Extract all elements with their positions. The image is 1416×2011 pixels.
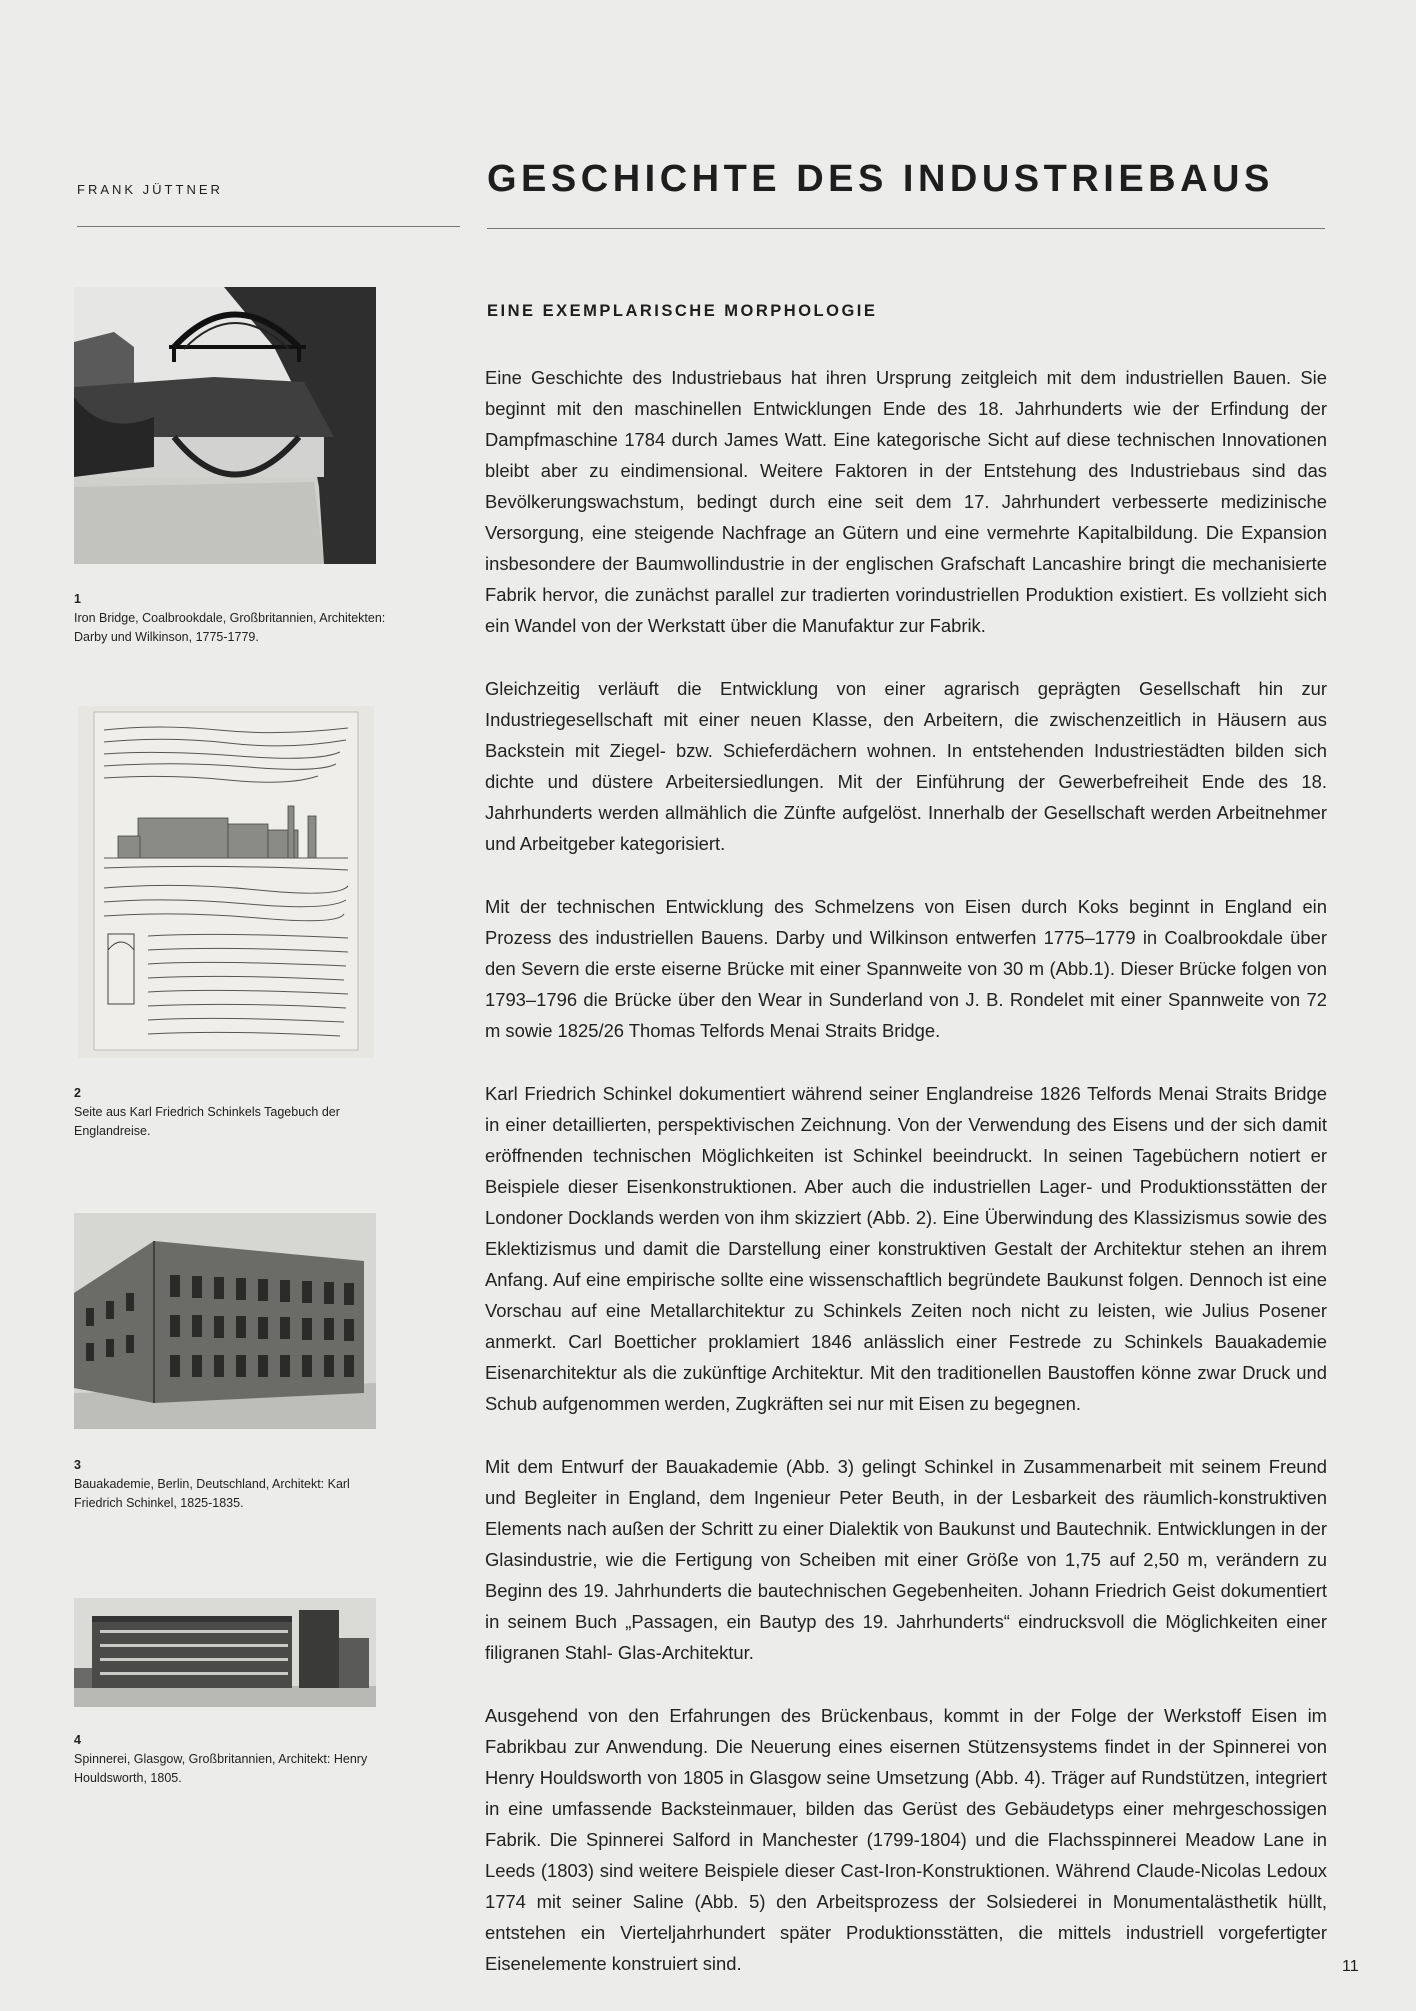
figure-caption xyxy=(74,1456,394,1513)
paragraph: Mit dem Entwurf der Bauakademie (Abb. 3) gelingt Schinkel in Zusammenarbeit mit seinem Freund und Begleiter in England, dem Ingenieur Peter Beuth, in der Lesbarkeit des räumlich-konstruktiven Elements nach außen der Schritt zu einer Dialektik von Baukunst und Bautechnik. Entwicklungen in der Glasindustrie, wie die Fertigung von Scheiben mit einer Größe von 1,75 auf 2,50 m, verändern zu Beginn des 19. Jahrhunderts die bautechnischen Gegebenheiten. Johann Friedrich Geist dokumentiert in seinem Buch „Passagen, ein Bautyp des 19. Jahrhunderts“ eindrucksvoll die Möglichkeiten einer filigranen Stahl- Glas-Architektur. xyxy=(485,1456,1327,1663)
page-title: GESCHICHTE DES INDUSTRIEBAUS xyxy=(487,158,1274,200)
spinnerei-image xyxy=(74,1598,376,1707)
divider xyxy=(487,228,1325,229)
bauakademie-image xyxy=(74,1213,376,1429)
author-name: FRANK JÜTTNER xyxy=(77,182,223,197)
divider xyxy=(77,226,460,227)
figure-caption xyxy=(74,1084,394,1141)
figure-caption-text: Seite aus Karl Friedrich Schinkels Tagebuch der Englandreise. xyxy=(74,1105,340,1138)
paragraph: Karl Friedrich Schinkel dokumentiert während seiner Englandreise 1826 Telfords Menai Straits Bridge in einer detaillierten, perspektivischen Zeichnung. Von der Verwendung des Eisens und der sich damit eröffnenden technischen Möglichkeiten ist Schinkel beeindruckt. In seinen Tagebüchern notiert er Beispiele dieser Eisenkonstruktionen. Aber auch die industriellen Lager- und Produktionsstätten der Londoner Docklands werden von ihm skizziert (Abb. 2). Eine Überwindung des Klassizismus sowie des Eklektizismus und damit die Darstellung einer konstruktiven Gestalt der Architektur stehen an ihrem Anfang. Auf eine empirische sollte eine wissenschaftlich begründete Baukunst folgen. Dennoch ist eine Vorschau auf eine Metallarchitektur zu Schinkels Zeiten noch nicht zu leisten, wie Julius Posener anmerkt. Carl Boetticher proklamiert 1846 anlässlich einer Festrede zu Schinkels Bauakademie Eisenarchitektur als die zukünftige Architektur. Mit den traditionellen Baustoffen könne zwar Druck und Schub aufgenommen werden, Zugkräften sei nur mit Eisen zu begegnen. xyxy=(485,1083,1327,1414)
figure-caption-text: Iron Bridge, Coalbrookdale, Großbritannien, Architekten: Darby und Wilkinson, 1775-1779. xyxy=(74,611,386,644)
figure-3-photo xyxy=(74,1213,376,1429)
figure-4-photo xyxy=(74,1598,376,1707)
paragraph: Ausgehend von den Erfahrungen des Brückenbaus, kommt in der Folge der Werkstoff Eisen im Fabrikbau zur Anwendung. Die Neuerung eines eisernen Stützensystems findet in der Spinnerei von Henry Houldsworth von 1805 in Glasgow seine Umsetzung (Abb. 4). Träger auf Rundstützen, integriert in eine umfassende Backsteinmauer, bilden das Gerüst des Gebäudetyps einer mehrgeschossigen Fabrik. Die Spinnerei Salford in Manchester (1799-1804) und die Flachsspinnerei Meadow Lane in Leeds (1803) sind weitere Beispiele dieser Cast-Iron-Konstruktionen. Während Claude-Nicolas Ledoux 1774 mit seiner Saline (Abb. 5) den Arbeitsprozess der Solsiederei in Monumentalästhetik hüllt, entstehen ein Vierteljahrhundert später Produktionsstätten, die mittels industriell vorgefertigter Eisenelemente konstruiert sind. xyxy=(485,1705,1327,1974)
figure-number: 1 xyxy=(74,592,81,606)
iron-bridge-image xyxy=(74,287,376,564)
figure-caption-text: Bauakademie, Berlin, Deutschland, Architekt: Karl Friedrich Schinkel, 1825-1835. xyxy=(74,1477,350,1510)
page-number: 11 xyxy=(1342,1958,1359,1975)
figure-number: 3 xyxy=(74,1458,81,1472)
paragraph: Mit der technischen Entwicklung des Schmelzens von Eisen durch Koks beginnt in England ein Prozess des industriellen Bauens. Darby und Wilkinson entwerfen 1775–1779 in Coalbrookdale über den Severn die erste eiserne Brücke mit einer Spannweite von 30 m (Abb.1). Dieser Brücke folgen von 1793–1796 die Brücke über den Wear in Sunderland von J. B. Rondelet mit einer Spannweite von 72 m sowie 1825/26 Thomas Telfords Menai Straits Bridge. xyxy=(485,896,1327,1041)
figure-number: 2 xyxy=(74,1086,81,1100)
figure-caption xyxy=(74,590,394,647)
paragraph: Eine Geschichte des Industriebaus hat ihren Ursprung zeitgleich mit dem industriellen Bauen. Sie beginnt mit den maschinellen Entwicklungen Ende des 18. Jahrhunderts wie der Erfindung der Dampfmaschine 1784 durch James Watt. Eine kategorische Sicht auf diese technischen Innovationen bleibt aber zu eindimensional. Weitere Faktoren in der Entstehung des Industriebaus sind das Bevölkerungswachstum, bedingt durch eine seit dem 17. Jahrhundert verbesserte medizinische Versorgung, eine steigende Nachfrage an Gütern und eine vermehrte Kapitalbildung. Die Expansion insbesondere der Baumwollindustrie in der englischen Grafschaft Lancashire bringt die mechanisierte Fabrik hervor, die zunächst parallel zur tradierten vorindustriellen Produktion existiert. Es vollzieht sich ein Wandel von der Werkstatt über die Manufaktur zur Fabrik. xyxy=(485,367,1327,636)
sketchbook-page-image xyxy=(78,706,374,1058)
figure-caption-text: Spinnerei, Glasgow, Großbritannien, Architekt: Henry Houldsworth, 1805. xyxy=(74,1752,368,1785)
figure-number: 4 xyxy=(74,1733,81,1747)
figure-1-photo xyxy=(74,287,376,564)
section-heading: EINE EXEMPLARISCHE MORPHOLOGIE xyxy=(487,302,878,320)
body-text-column xyxy=(485,362,1327,2011)
paragraph: Gleichzeitig verläuft die Entwicklung von einer agrarisch geprägten Gesellschaft hin zur Industriegesellschaft mit einer neuen Klasse, den Arbeitern, die zwischenzeitlich in Häusern aus Backstein mit Ziegel- bzw. Schieferdächern wohnen. In entstehenden Industriestädten bilden sich dichte und düstere Arbeitersiedlungen. Mit der Einführung der Gewerbefreiheit Ende des 18. Jahrhunderts werden allmählich die Zünfte aufgelöst. Innerhalb der Gesellschaft werden Arbeitnehmer und Arbeitgeber kategorisiert. xyxy=(485,678,1327,854)
figure-2-sketch xyxy=(78,706,374,1058)
figure-caption xyxy=(74,1731,394,1788)
